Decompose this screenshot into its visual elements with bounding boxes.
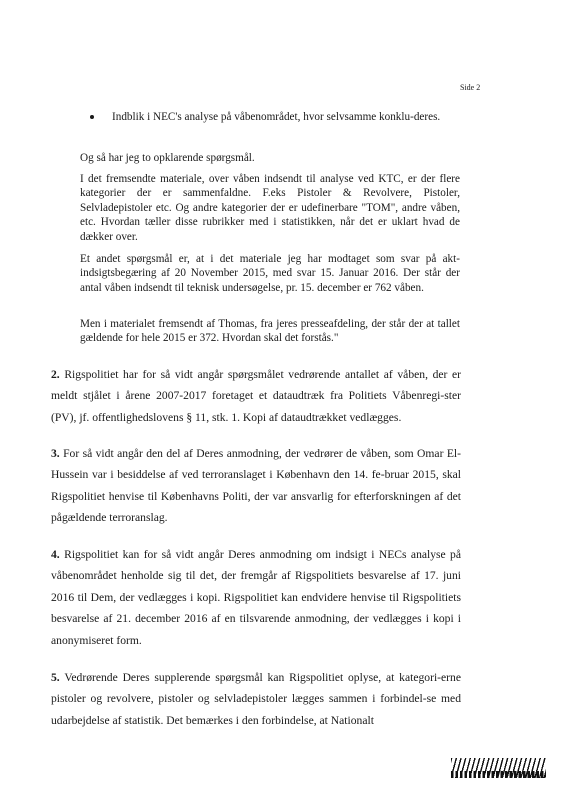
quote-question-2: Et andet spørgsmål er, at i det materiale jeg har modtaget som svar på akt-indsigtsbegæring af 20 November 2015, med svar 15. Januar 2016. Der står der antal våben indsendt til teknisk undersøgelse, pr. 15. december er 762 våben. bbox=[80, 253, 460, 294]
bullet-dot-icon bbox=[90, 115, 94, 119]
section-text: Rigspolitiet har for så vidt angår spørgsmålet vedrørende antallet af våben, der er meldt stjålet i årene 2007-2017 foretaget et dataudtræk fra Politiets Våbenregi-ster (PV), jf. offentlighedslovens § 11, stk. 1. Kopi af dataudtrækket vedlægges. bbox=[51, 368, 461, 424]
page-number: Side 2 bbox=[460, 83, 481, 92]
section-number: 4. bbox=[51, 548, 60, 561]
quote-question-3: Men i materialet fremsendt af Thomas, fra jeres presseafdeling, der står der at tallet gældende for hele 2015 er 372. Hvordan skal det forstås." bbox=[80, 318, 460, 345]
section-number: 3. bbox=[51, 447, 60, 460]
quote-intro: Og så har jeg to opklarende spørgsmål. bbox=[80, 152, 255, 164]
section-text: Rigspolitiet kan for så vidt angår Deres anmodning om indsigt i NECs analyse på våbenområdet henholde sig til det, der fremgår af Rigspolitiets besvarelse af 17. juni 2016 til Dem, der vedlægges i kopi. Rigspolitiet kan endvidere henvise til Rigspolitiets besvarelse af 21. december 2016 af en tilsvarende anmodning, der vedlægges i kopi i anonymiseret form. bbox=[51, 548, 462, 647]
section-4 bbox=[51, 544, 461, 651]
barcode-base-icon bbox=[451, 771, 546, 778]
section-5 bbox=[51, 667, 461, 731]
section-number: 2. bbox=[51, 368, 60, 381]
section-text: Vedrørende Deres supplerende spørgsmål kan Rigspolitiet oplyse, at kategori-erne pistoler og revolvere, pistoler og selvladepistoler lægges sammen i forbindel-se med udarbejdelse af statistik. Det bemærkes i den forbindelse, at Nationalt bbox=[51, 671, 461, 727]
bullet-text: Indblik i NEC's analyse på våbenområdet, hvor selvsamme konklu-deres. bbox=[112, 111, 441, 123]
section-2 bbox=[51, 364, 461, 428]
section-3 bbox=[51, 443, 461, 529]
section-number: 5. bbox=[51, 671, 60, 684]
section-text: For så vidt angår den del af Deres anmodning, der vedrører de våben, som Omar El-Hussein var i besiddelse af ved terroranslaget i København den 14. fe-bruar 2015, skal Rigspolitiet henvise til Københavns Politi, der var ansvarlig for efterforskningen af det pågældende terroranslag. bbox=[51, 447, 461, 525]
quote-question-1: I det fremsendte materiale, over våben indsendt til analyse ved KTC, er der flere kategorier der er sammenfaldne. F.eks Pistoler & Revolvere, Pistoler, Selvladepistoler etc. Og andre kategorier der er udefinerbare "TOM", andre våben, etc. Hvordan tæller disse rubrikker med i statistikken, når det er uklart hvad de dækker over. bbox=[80, 173, 460, 243]
